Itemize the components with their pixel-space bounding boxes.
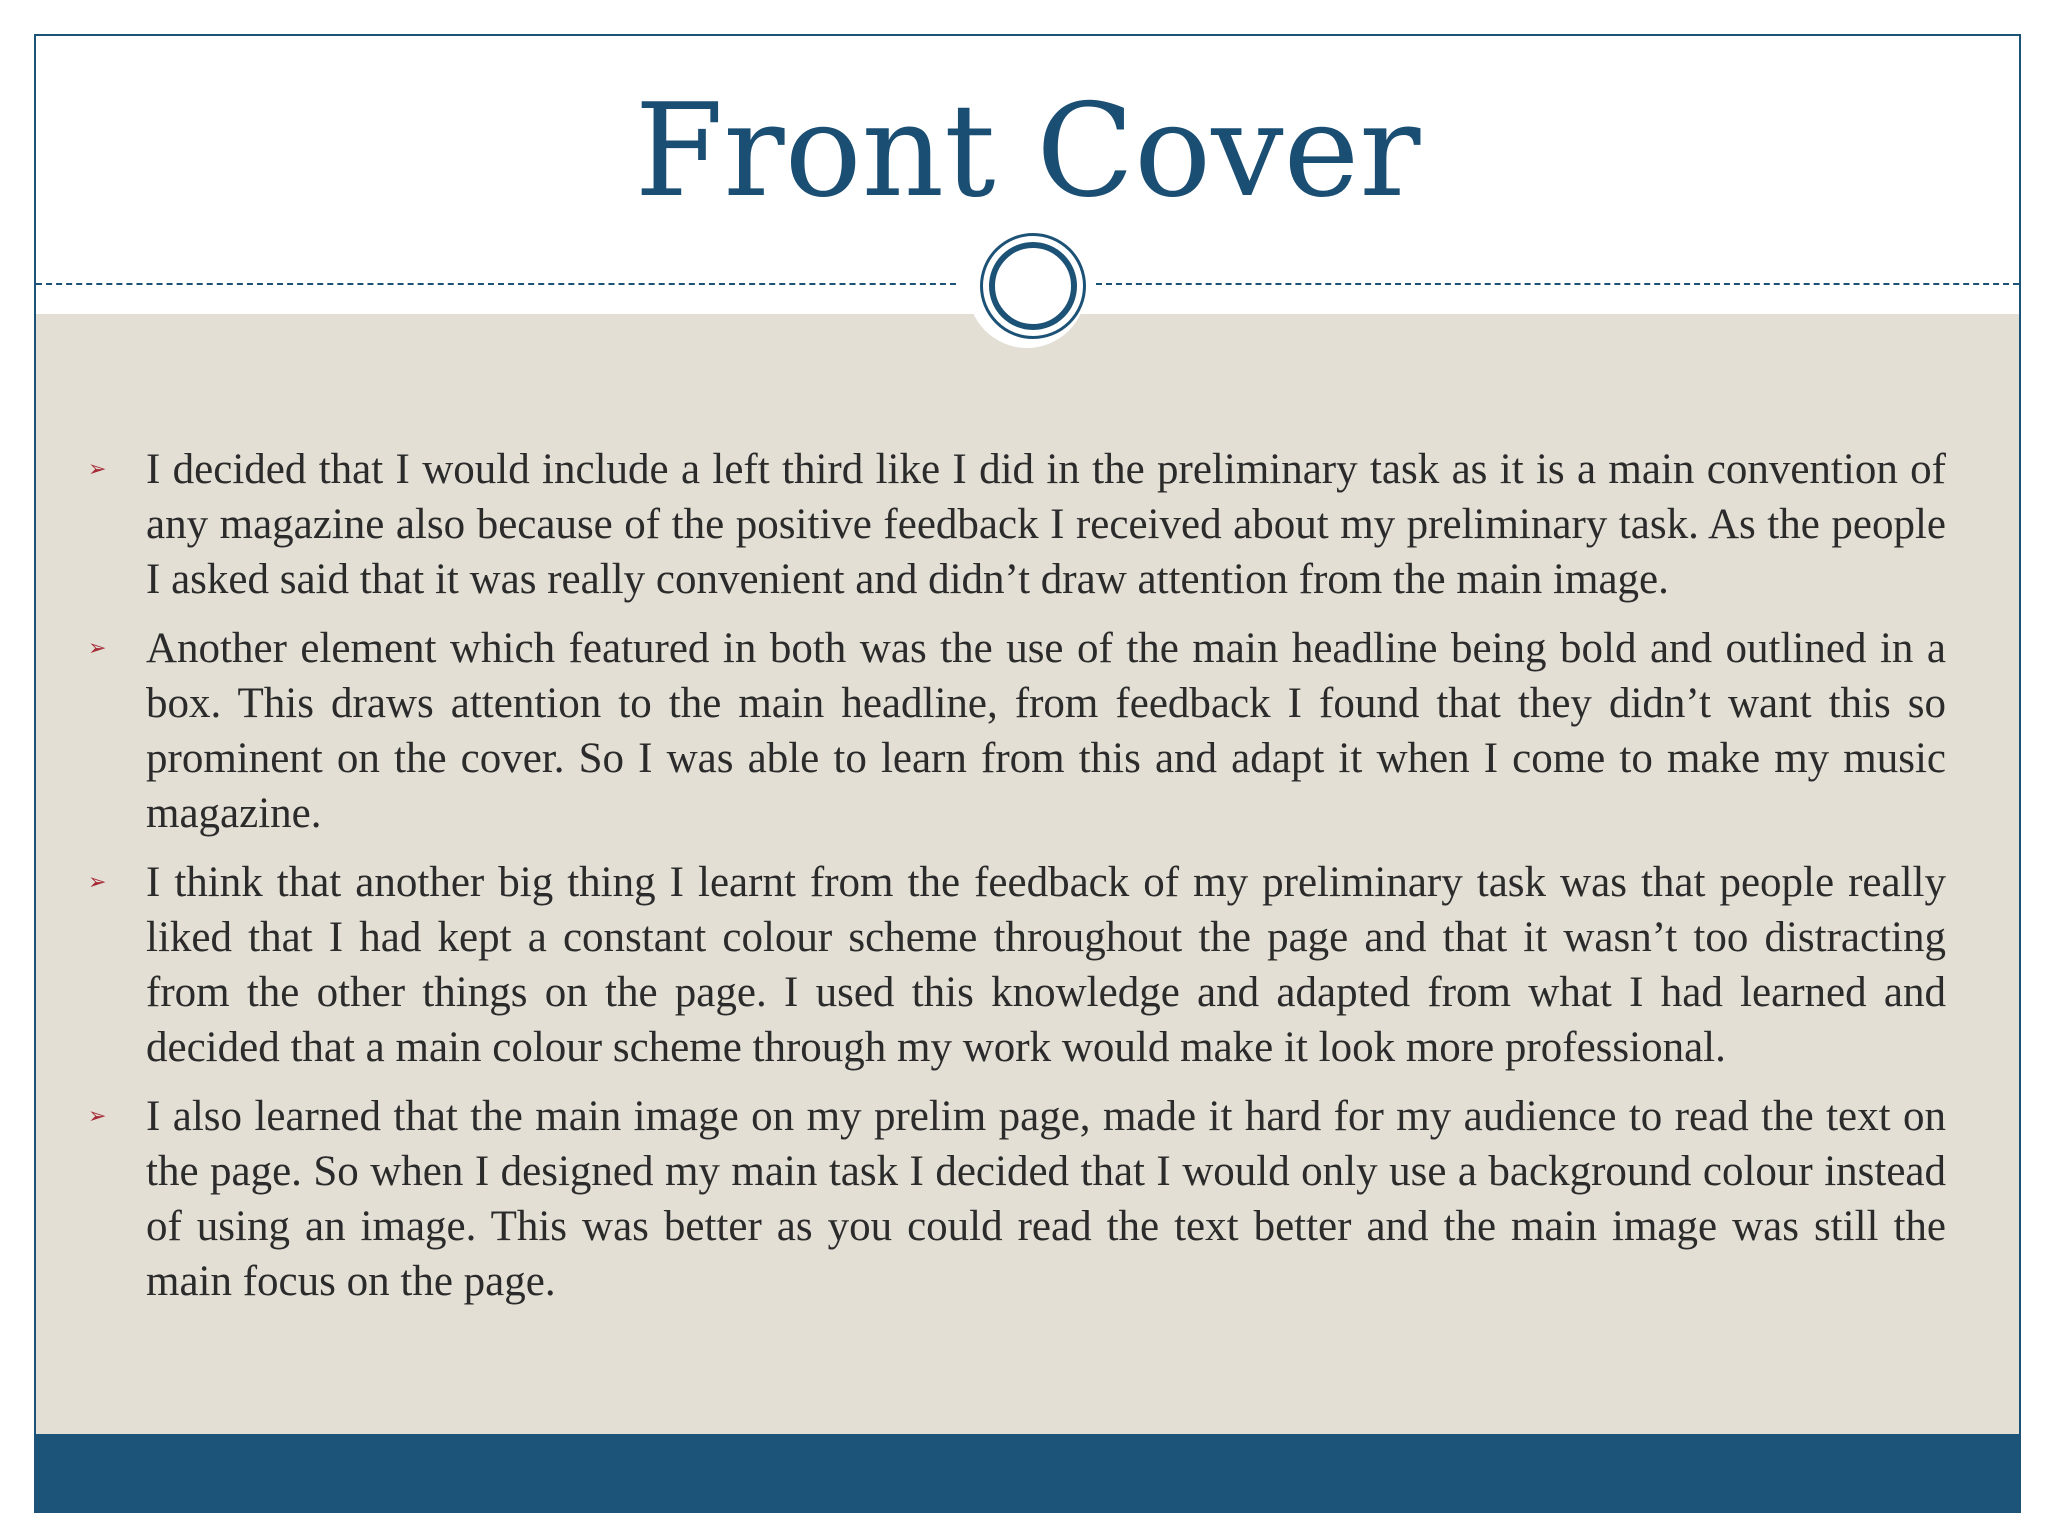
bullet-text: I decided that I would include a left third like I did in the preliminary task as it is a main convention of any magazine also because of the positive feedback I received about my preliminary task. As the people I asked said that it was really convenient and didn’t draw attention from the main image. — [146, 446, 1946, 603]
bullet-item — [88, 855, 1946, 1075]
circle-ornament-inner — [989, 242, 1077, 330]
bullet-item — [88, 1089, 1946, 1309]
arrow-bullet-icon: ➢ — [88, 870, 107, 895]
divider-line-right — [1096, 283, 2019, 285]
bullet-text: I also learned that the main image on my prelim page, made it hard for my audience to read the text on the page. So when I designed my main task I decided that I would only use a background colour instead of using an image. This was better as you could read the text better and the main image was still the main focus on the page. — [146, 1093, 1946, 1305]
arrow-bullet-icon: ➢ — [88, 636, 107, 661]
footer-bar — [36, 1434, 2019, 1511]
bullet-item — [88, 442, 1946, 607]
slide — [34, 34, 2021, 1513]
circle-ornament-icon — [980, 233, 1086, 339]
slide-title: Front Cover — [634, 77, 1421, 226]
bullet-text: I think that another big thing I learnt from the feedback of my preliminary task was that people really liked that I had kept a constant colour scheme throughout the page and that it wasn’t too distracting from the other things on the page. I used this knowledge and adapted from what I had learned and decided that a main colour scheme through my work would make it look more professional. — [146, 859, 1946, 1071]
bullet-text: Another element which featured in both was the use of the main headline being bold and outlined in a box. This draws attention to the main headline, from feedback I found that they didn’t want this so prominent on the cover. So I was able to learn from this and adapt it when I come to make my music magazine. — [146, 625, 1946, 837]
divider-line-left — [36, 283, 956, 285]
arrow-bullet-icon: ➢ — [88, 1104, 107, 1129]
arrow-bullet-icon: ➢ — [88, 457, 107, 482]
bullet-item — [88, 621, 1946, 841]
bullet-list — [88, 442, 1946, 1323]
